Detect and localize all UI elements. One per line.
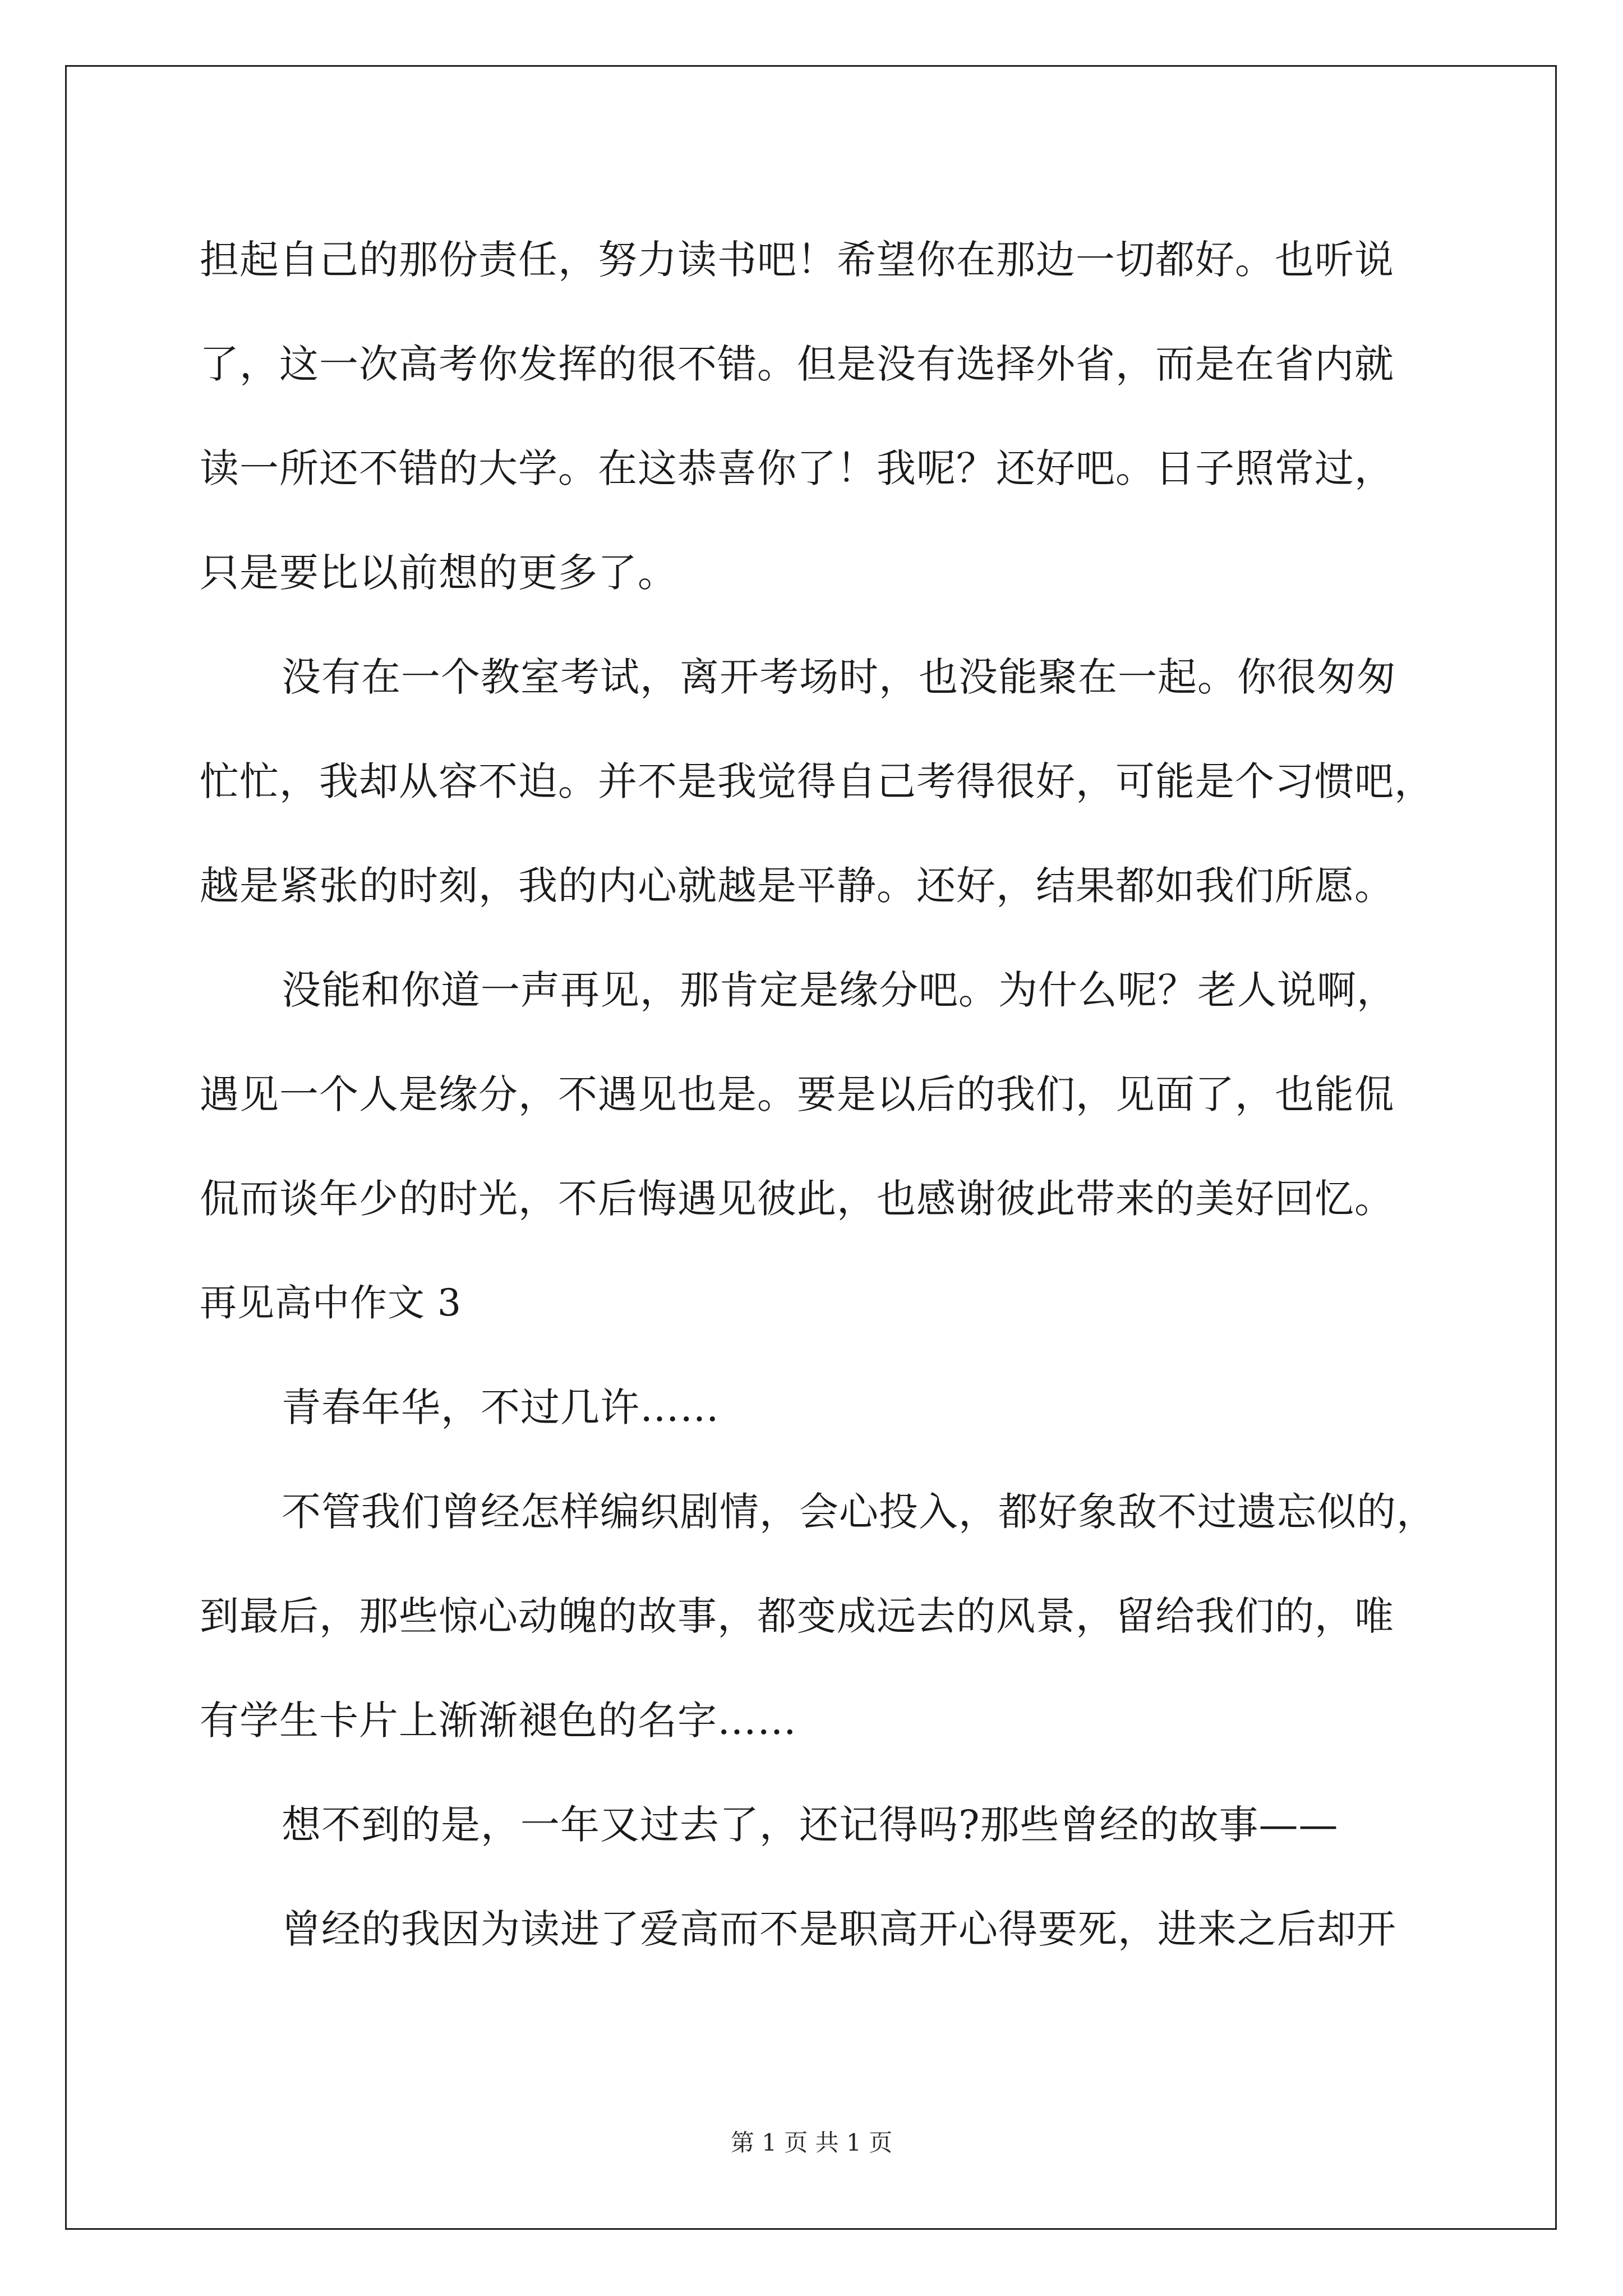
paragraph-start-line: 想不到的是，一年又过去了，还记得吗?那些曾经的故事——: [282, 1802, 1339, 1848]
section-heading: 再见高中作文 3: [200, 1281, 462, 1324]
paragraph-start-line: 不管我们曾经怎样编织剧情，会心投入，都好象敌不过遗忘似的，: [282, 1489, 1436, 1535]
paragraph-start-line: 青春年华，不过几许……: [282, 1384, 720, 1430]
page-number-footer: 第 1 页 共 1 页: [730, 2129, 893, 2156]
paragraph-start-line: 没有在一个教室考试，离开考场时，也没能聚在一起。你很匆匆: [282, 654, 1396, 700]
text-line-10: 侃而谈年少的时光，不后悔遇见彼此，也感谢彼此带来的美好回忆。: [200, 1176, 1394, 1222]
text-line-2: 了，这一次高考你发挥的很不错。但是没有选择外省，而是在省内就: [200, 341, 1394, 387]
text-line-7: 越是紧张的时刻，我的内心就越是平静。还好，结果都如我们所愿。: [200, 863, 1394, 909]
text-line-14: 到最后，那些惊心动魄的故事，都变成远去的风景，留给我们的，唯: [200, 1593, 1394, 1639]
paragraph-start-line: 曾经的我因为读进了爱高而不是职高开心得要死，进来之后却开: [282, 1906, 1396, 1952]
text-line-15: 有学生卡片上渐渐褪色的名字……: [200, 1697, 797, 1743]
document-body: [200, 208, 1436, 1981]
text-line-9: 遇见一个人是缘分，不遇见也是。要是以后的我们，见面了，也能侃: [200, 1071, 1394, 1117]
text-line-4: 只是要比以前想的更多了。: [200, 550, 677, 596]
text-line-3: 读一所还不错的大学。在这恭喜你了！我呢？还好吧。日子照常过，: [200, 445, 1394, 491]
text-line-6: 忙忙，我却从容不迫。并不是我觉得自己考得很好，可能是个习惯吧，: [200, 758, 1434, 804]
paragraph-start-line: 没能和你道一声再见，那肯定是缘分吧。为什么呢？老人说啊，: [282, 967, 1396, 1013]
text-line-1: 担起自己的那份责任，努力读书吧！希望你在那边一切都好。也听说: [200, 237, 1394, 283]
